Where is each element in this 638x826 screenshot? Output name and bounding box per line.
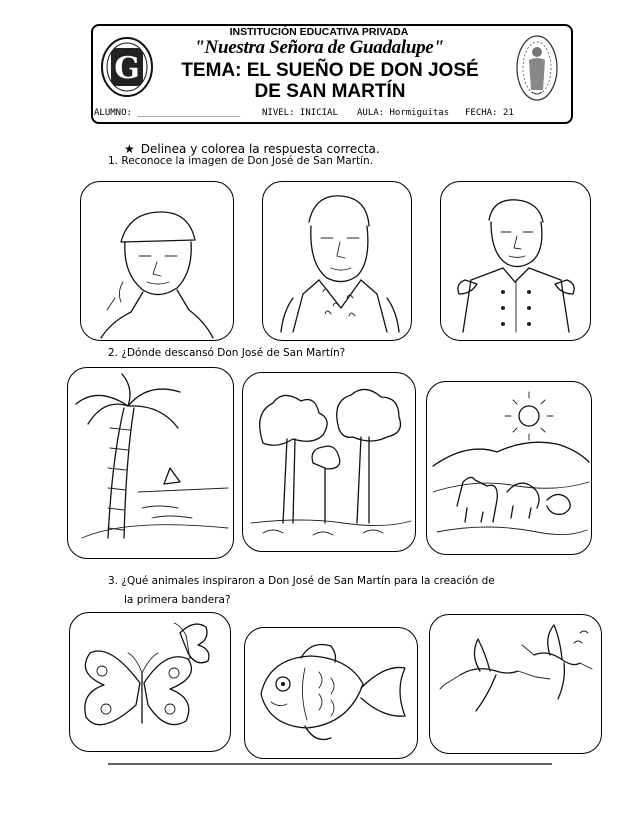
option-card-beach[interactable] — [67, 367, 234, 559]
question-text: ¿Dónde descansó Don José de San Martín? — [121, 347, 346, 359]
question-text: Reconoce la imagen de Don José de San Martín. — [121, 155, 374, 167]
question-text-line-2: la primera bandera? — [124, 594, 231, 606]
option-card-fish[interactable] — [244, 627, 418, 759]
title-line-2: DE SAN MARTÍN — [254, 81, 406, 102]
title-line-1: TEMA: EL SUEÑO DE DON JOSÉ — [181, 60, 479, 81]
mountains-animals-drawing-icon — [427, 382, 591, 554]
question-number: 3. — [108, 575, 119, 587]
bottom-divider — [108, 763, 552, 765]
fish-drawing-icon — [245, 628, 417, 758]
question-number: 2. — [108, 347, 119, 359]
option-card-birds[interactable] — [429, 614, 602, 754]
page-title — [150, 60, 510, 102]
man-bandana-drawing-icon — [81, 182, 233, 340]
date-label: FECHA: 21 — [465, 108, 514, 118]
uniformed-soldier-icon — [441, 182, 590, 340]
question-2 — [108, 344, 345, 363]
question-3 — [108, 572, 528, 610]
instruction-text: Delinea y colorea la respuesta correcta. — [140, 142, 380, 156]
question-1 — [108, 152, 373, 171]
level-label: NIVEL: INICIAL — [262, 108, 338, 118]
butterflies-drawing-icon — [70, 613, 230, 751]
option-card-san-martin[interactable] — [262, 181, 412, 341]
palm-beach-drawing-icon — [68, 368, 233, 558]
logo-letter: G — [114, 51, 140, 86]
option-card-forest[interactable] — [242, 372, 416, 552]
forest-drawing-icon — [243, 373, 415, 551]
san-martin-portrait-icon — [263, 182, 411, 340]
student-name-field: ALUMNO: ___________________ — [94, 108, 241, 118]
school-name: "Nuestra Señora de Guadalupe" — [194, 37, 444, 58]
option-card-pirate[interactable] — [80, 181, 234, 341]
question-number: 1. — [108, 155, 119, 167]
option-card-butterflies[interactable] — [69, 612, 231, 752]
star-icon: ★ — [124, 142, 135, 156]
flamingos-flying-icon — [430, 615, 601, 753]
classroom-label: AULA: Hormiguitas — [357, 108, 450, 118]
question-text: ¿Qué animales inspiraron a Don José de San Martín para la creación de — [121, 575, 495, 587]
institution-label: INSTITUCIÓN EDUCATIVA PRIVADA — [229, 26, 409, 38]
option-card-mountains[interactable] — [426, 381, 592, 555]
option-card-soldier[interactable] — [440, 181, 591, 341]
